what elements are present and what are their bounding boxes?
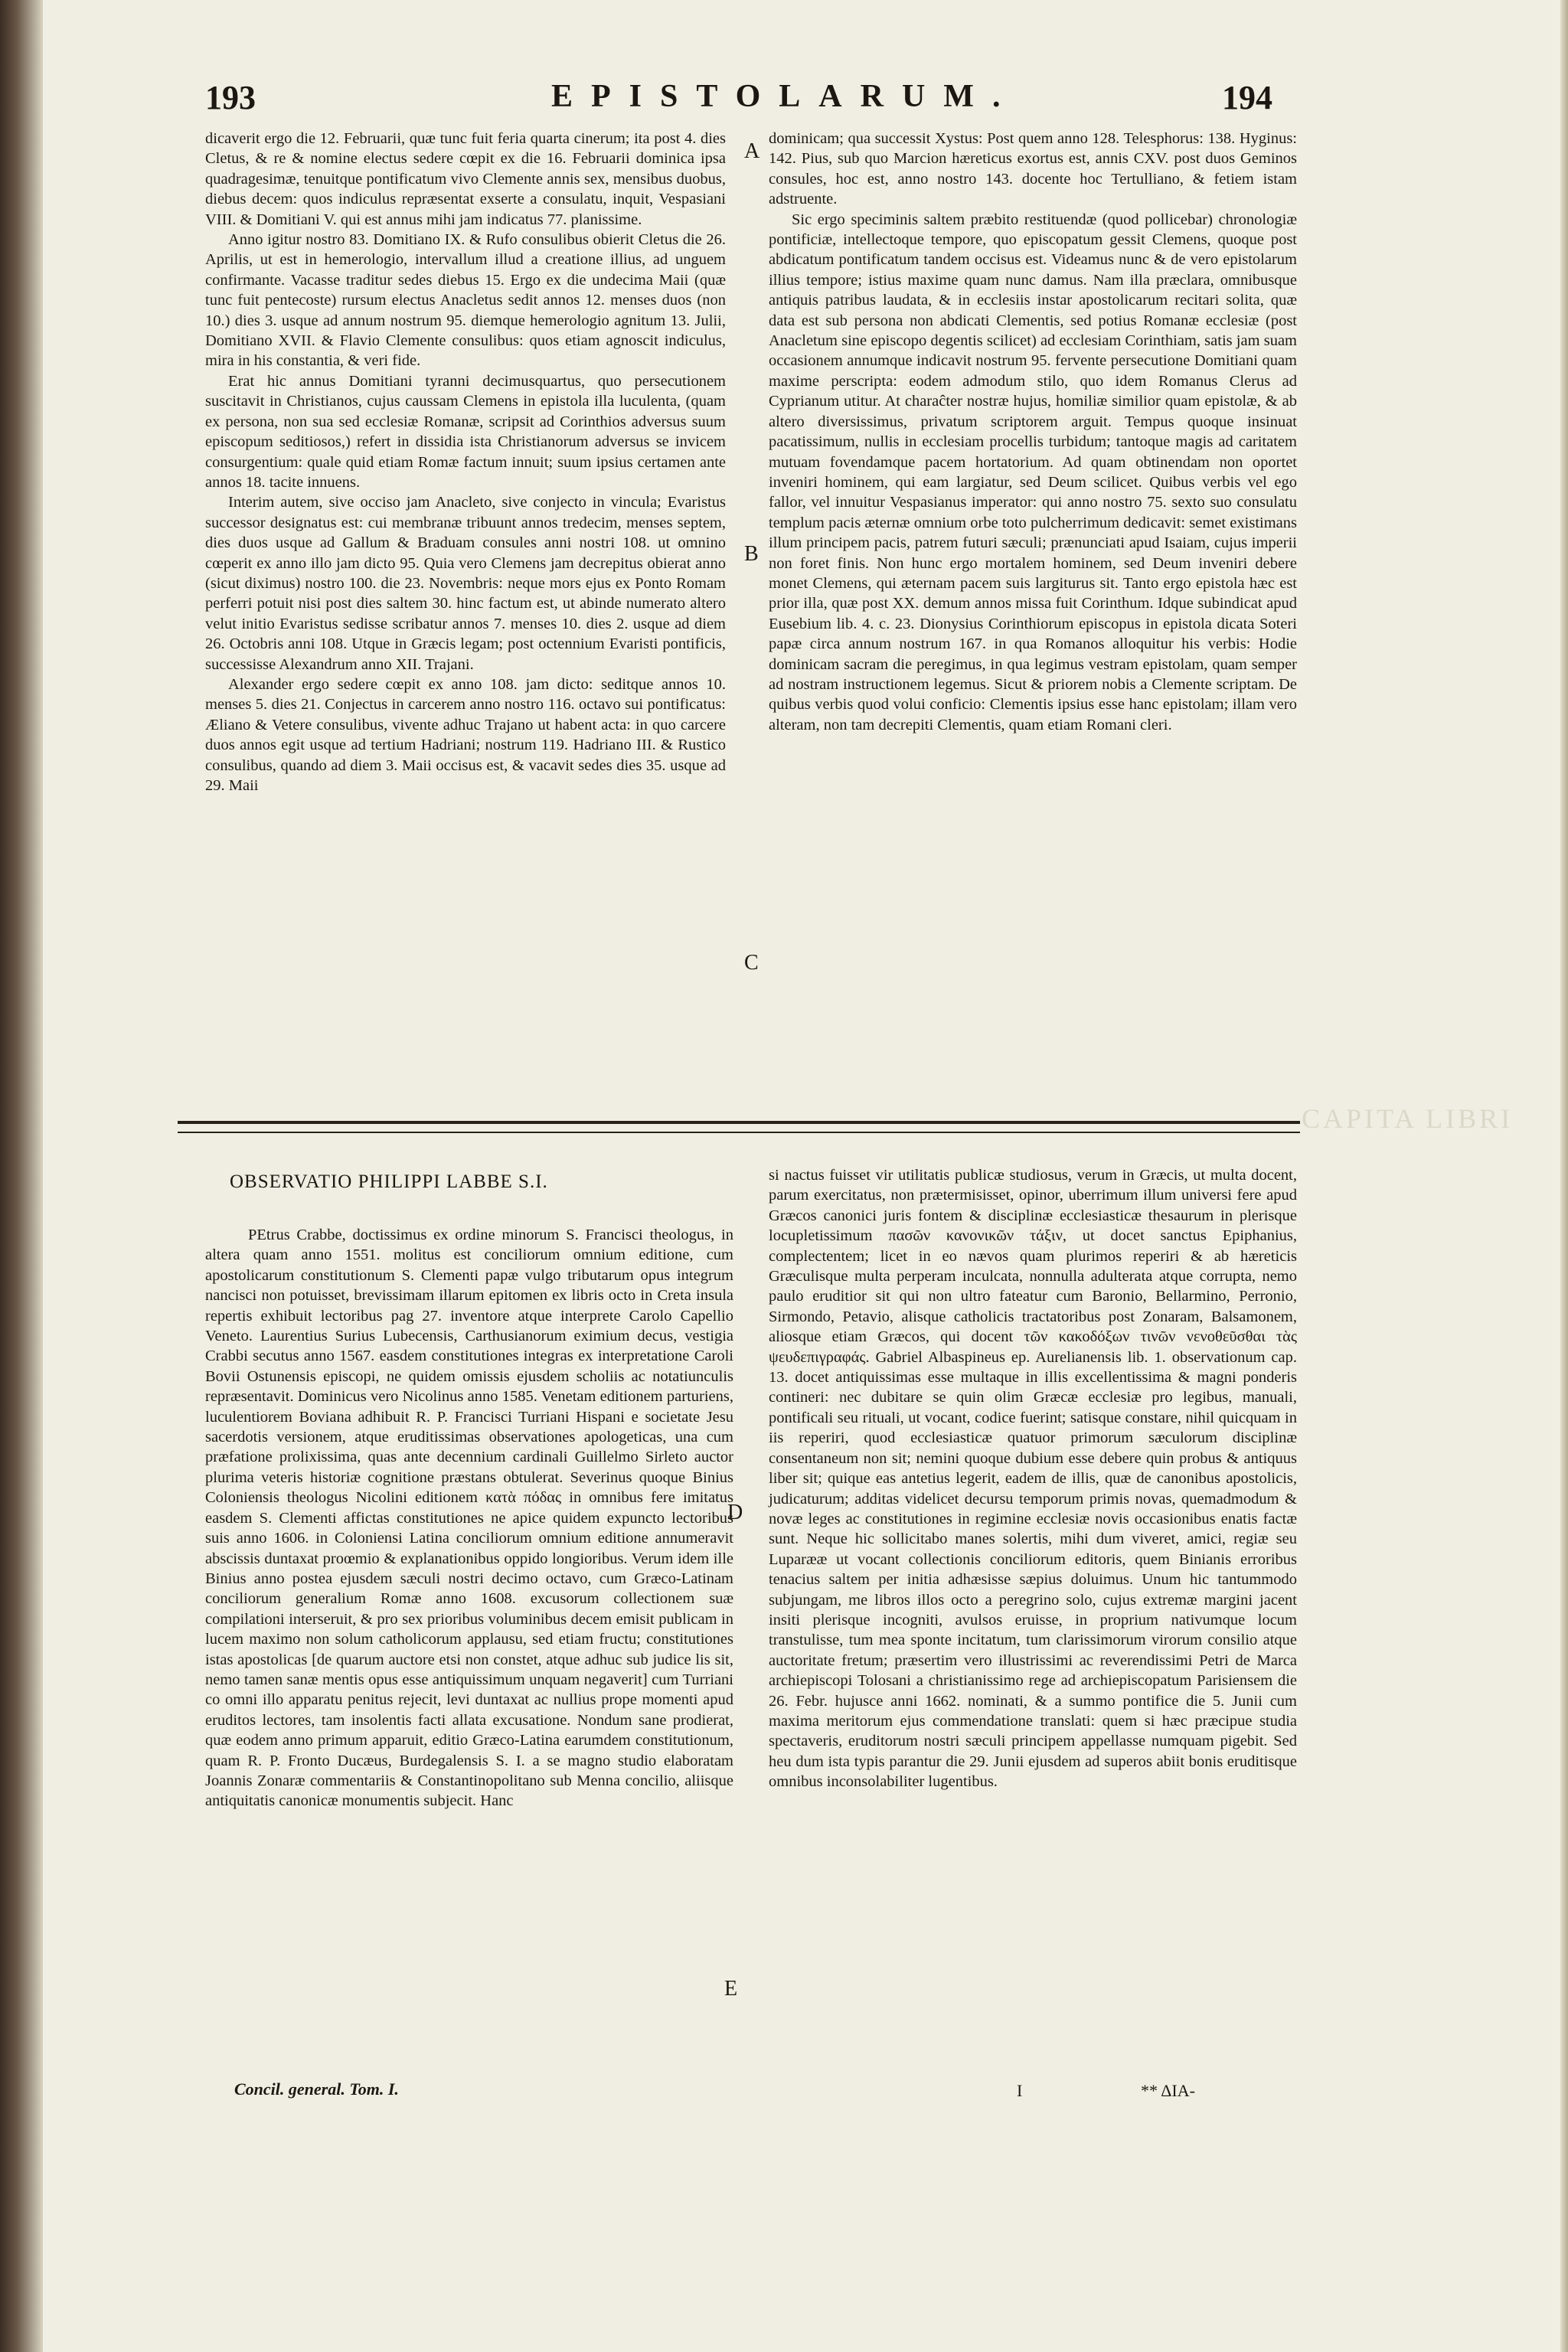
- page-gutter-shadow: [0, 0, 43, 2352]
- paragraph: si nactus fuisset vir utilitatis publicæ studiosus, verum in Græcis, ut multa docent, parum exercitatus, non prætermisisset, opinor, uberrimum illum universi fere apud Græcos canonici juris fontem & disciplinæ ecclesiasticæ thesaurum in plerisque locupletissimum πασῶν κανονικῶν τάξιν, ut docet sanctus Epiphanius, complectentem; licet in eo nævos quam plurimos reperiri & ab hæreticis Græculisque multa perperam inculcata, nonnulla adulterata atque corrupta, nemo paulo eruditior sit qui non ultro fateatur cum Baronio, Bellarmino, Perronio, Sirmondo, Petavio, alisque catholicis tractatoribus post Zonaram, Balsamonem, aliosque etiam Græcos, qui docent τῶν κακοδόξων τινῶν νενοθεῦσθαι τὰς ψευδεπιγραφάς. Gabriel Albaspineus ep. Aurelianensis lib. 1. observationum cap. 13. docet antiquissimas esse multaque in illis excellentissima & magni ponderis contineri: nec dubitare se quin olim Græcæ ecclesiæ pro legibus, manuali, pontificali seu rituali, ut vocant, codice fuerint; satisque constare, nihil quicquam in iis reperiri, quod ecclesiasticæ quatuor primorum sæculorum disciplinæ consentaneum non sit; nemini quoque dubium esse debere quin probus & antiquus liber sit; quique eas antetius legerit, eadem de illis, quæ de canonibus apostolicis, judicaturum; additas videlicet decursu temporum primis novas, quemadmodum & novæ leges ac constitutiones in regimine ecclesiæ novis occasionibus enatis factæ sunt. Neque hic sollicitabo manes solertis, mihi dum viveret, amici, regiæ seu Luparææ ut vocant collectionis conciliorum editoris, quem Binianis erroribus tenacius saltem per initia adhæsisse sæpius doluimus. Unum hic tantummodo subjungam, me libros illos octo a peregrino solo, cujus extremæ margini jacent insiti plerisque incogniti, avulsos eruisse, in proprium nativumque locum transtulisse, tum mea sponte incitatum, tum clarissimorum virorum consilio atque auctoritate fretum; præsertim vero illustrissimi ac reverendissimi Petri de Marca archiepiscopi Tolosani a christianissimo rege ad archiepiscopatum Parisiensem die 26. Febr. hujusce anni 1662. nominati, & a summo pontifice die 5. Junii cum maxima meritorum ejus commendatione translati: quem si hæc præcipue studia spectaveris, eruditorum nostri sæculi principem appellasse numquam pigebit. Sed heu dum ista typis parantur die 29. Junii ejusdem ad superos abiit bonis eruditisque omnibus inconsolabiliter lugentibus.: [769, 1167, 1297, 1791]
- column-lower-left: [205, 1225, 733, 1811]
- paragraph: PEtrus Crabbe, doctissimus ex ordine minorum S. Francisci theologus, in altera quam anno 1551. molitus est conciliorum omnium editione, cum apostolicarum constitutionum S. Clementi papæ vulgo tributarum opus integrum nancisci non potuisset, brevissimam illarum epitomen ex libris octo in Creta insula repertis exhibuit lectoribus pag 27. inventore atque interprete Carolo Capellio Veneto. Laurentius Surius Lubecensis, Carthusianorum eximium decus, vestigia Crabbi secutus anno 1567. easdem constitutiones integras ex interpretatione Caroli Bovii Ostunensis episcopi, ne quidem omissis ejusdem scholiis ac notatiunculis repræsentavit. Dominicus vero Nicolinus anno 1585. Venetam editionem parturiens, luculentiorem Boviana adhibuit R. P. Francisci Turriani Hispani e societate Jesu sacerdotis versionem, atque eruditissimas observationes apologeticas, una cum præfatione prolixissima, quas ante decennium cardinali Guillelmo Sirleto auctor plurima veteris historiæ cognitione præstans obtulerat. Severinus quoque Binius Coloniensis theologus Nicolini editionem κατὰ πόδας in omnibus fere imitatus easdem S. Clementi affictas constitutiones ne apice quidem expuncto lectoribus suis anno 1606. in Coloniensi Latina conciliorum omnium editione annumeravit abscissis duntaxat proœmio & explanationibus oppido longioribus. Verum idem ille Binius anno postea ejusdem sæculi nostri decimo octavo, cum Græco-Latinam conciliorum generalium Romæ anno 1608. excusorum collectionem suæ compilationi interseruit, & pro sex prioribus voluminibus decem emisit publicam in lucem maximo non solum catholicorum applausu, sed etiam fructu; constitutiones istas apostolicas [de quarum auctore etsi non constet, atque adhuc sub judice lis sit, nemo tamen sanæ mentis opus esse antiquissimum unquam negaverit] cum Turriani co omni illo apparatu penitus rejecit, levi duntaxat ac nullius prope momenti apud eruditos lectores, tam insolentis facti allata excusatione. Nondum sane prodierat, quæ eodem anno primum apparuit, editio Græco-Latina earumdem constitutionum, quam R. P. Fronto Ducæus, Burdegalensis S. I. a se magno studio elaboratam Joannis Zonaræ commentariis & Constantinopolitano sub Menna concilio, aliisque antiquitatis canonicæ monumentis subjecit. Hanc: [205, 1227, 733, 1810]
- column-lower-right: [769, 1165, 1297, 1792]
- running-head: EPISTOLARUM.: [551, 79, 1019, 114]
- page-fore-edge: [1560, 0, 1568, 2352]
- catchword: ** ΔIA-: [1141, 2081, 1195, 2100]
- margin-letter-d: D: [727, 1501, 743, 1524]
- paragraph: dicaverit ergo die 12. Februarii, quæ tunc fuit feria quarta cinerum; ita post 4. dies Cletus, & re & nomine electus sedere cœpit ex die 16. Februarii dominica ipsa quadragesimæ, tenuitque pontificatum vivo Clemente annis sex, mensibus duobus, diebus decem: quos indiculus repræsentat exserte a consulatu, inquit, Vespasiani VIII. & Domitiani V. qui est annus mihi jam indicatus 77. planissime.: [205, 130, 726, 228]
- column-upper-right: [769, 129, 1297, 735]
- margin-letter-c: C: [744, 951, 759, 975]
- signature-mark: I: [1017, 2081, 1023, 2100]
- margin-letter-b: B: [744, 542, 759, 566]
- show-through-text: CAPITA LIBRI: [1302, 1103, 1514, 1134]
- paragraph: Sic ergo speciminis saltem præbito restituendæ (quod pollicebar) chronologiæ pontificiæ, intellectoque tempore, quo episcopatum gessit Clemens, quoque post abdicatum pontificatum tandem occisus est. Videamus nunc & de vero epistolarum illius tempore; istius maxime quam nunc damus. Nam illa præclara, omnibusque antiquis patribus laudata, & in ecclesiis instar apostolicarum recitari solita, quæ data est sub persona non abdicati Clementis, sed potius Romanæ ecclesiæ (post Anacletum sine episcopo degentis scilicet) ad ecclesiam Corinthiam, satis jam suam occasionem annumque indicavit nostrum 95. fervente persecutione Domitiani quam maxime perscripta: eodem admodum stilo, quo idem Romanus Clerus ad Cyprianum utitur. At charaĉter nostræ hujus, homiliæ similior quam epistolæ, & ab altero diversissimus, privatum scriptorem arguit. Tempus quoque insinuat pacatissimum, nullis in ecclesiam procellis turbidum; tantoque magis ad caritatem mutuam fovendamque pacem hortatorium. Ad quam obtinendam non oportet inveniri hominem, qui eam largiatur, sed Deum scilicet. Quibus verbis vel ego fallor, vel innuitur Vespasianus imperator: qui anno nostro 75. sexto suo consulatu templum pacis æternæ omnium orbe toto pulcherrimum dedicavit: semet existimans illum principem pacis, patrem futuri sæculi; prænunciati apud Isaiam, cujus imperii non foret finis. Non hunc ergo mortalem hominem, sed Deum inveniri debere monet Clemens, qui æternam pacem suis largiturus sit. Tanto ergo epistola hæc est prior illa, quæ post XX. demum annos missa fuit Corinthum. Idque subindicat apud Eusebium lib. 4. c. 23. Dionysius Corinthiorum episcopus in epistola dicata Soteri papæ circa annum nostrum 167. in qua Romanos alloquitur his verbis: Hodie dominicam sacram die peregimus, in qua legimus vestram epistolam, quam semper ad nostram instructionem legemus. Sicut & priorem nobis a Clemente scriptam. De quibus verbis quod volui conficio: Clementis ipsius esse hanc epistolam; illam vero alteram, non tam decrepiti Clementis, quam etiam Romani cleri.: [769, 211, 1297, 733]
- page-number-left: 193: [205, 79, 256, 116]
- page-number-right: 194: [1222, 79, 1272, 116]
- margin-letter-e: E: [724, 1977, 738, 2001]
- paragraph: Anno igitur nostro 83. Domitiano IX. & Rufo consulibus obierit Cletus die 26. Aprilis, ut est in hemerologio, intervallum illud a creatione illius, ad unguem confirmante. Vacasse traditur sedes diebus 15. Ergo ex die undecima Maii (quæ tunc fuit pentecoste) rursum electus Anacletus sedit annos 12. menses duos (non 10.) dies 3. usque ad annum nostrum 95. diemque hemerologio agnitum 13. Julii, Domitiano XVII. & Flavio Clemente consulibus: quos etiam agnoscit indiculus, mira in his constantia, & veri fide.: [205, 231, 726, 370]
- paragraph: Erat hic annus Domitiani tyranni decimusquartus, quo persecutionem suscitavit in Christianos, cujus caussam Clemens in epistola illa luculenta, (quam ex persona, non sua sed ecclesiæ Romanæ, scripsit ad Corinthios adversus suum episcopum seditiosos,) refert in dissidia ista Christianorum adversus se invicem consurgentium: quale quid etiam Romæ factum innuit; suum ipsius certamen ante annos 18. tacite innuens.: [205, 372, 726, 491]
- paragraph: dominicam; qua successit Xystus: Post quem anno 128. Telesphorus: 138. Hyginus: 142. Pius, sub quo Marcion hæreticus exortus est, annis CXV. post duos Geminos consules, hoc est, anno nostro 143. docente hoc Tertulliano, & fetiem istam adstruente.: [769, 130, 1297, 208]
- column-upper-left: [205, 129, 726, 795]
- footer-volume-line: Concil. general. Tom. I.: [234, 2079, 399, 2099]
- paragraph: Alexander ergo sedere cœpit ex anno 108. jam dicto: seditque annos 10. menses 5. dies 21. Conjectus in carcerem anno nostro 116. octavo sui pontificatus: Æliano & Vetere consulibus, vivente adhuc Trajano ut habent acta: in quo carcere duos annos egit usque ad tertium Hadriani; nostrum 119. Hadriano III. & Rustico consulibus, quando ad diem 3. Maii occisus est, & vacavit sedes dies 35. usque ad 29. Maii: [205, 675, 726, 794]
- margin-letter-a: A: [744, 139, 760, 163]
- observatio-title: OBSERVATIO PHILIPPI LABBE S.I.: [230, 1171, 548, 1192]
- section-rule: [178, 1121, 1300, 1133]
- paragraph: Interim autem, sive occiso jam Anacleto, sive conjecto in vincula; Evaristus successor designatus est: cui membranæ tribuunt annos tredecim, menses septem, dies duos usque ad Gallum & Braduam consules anni nostri 108. ut omnino cœperit ex anno illo jam dicto 95. Quia vero Clemens jam decrepitus obierat anno (sicut diximus) nostro 100. die 23. Novembris: neque mors ejus ex Ponto Romam perferri potuit nisi post dies saltem 30. hinc factum est, ut abinde numerato altero velut initio Evaristus sedisse scribatur annos 7. menses 10. dies 2. usque ad diem 26. Octobris anni 108. Utque in Græcis legam; post octennium Evaristi pontificis, successisse Alexandrum anno XII. Trajani.: [205, 494, 726, 673]
